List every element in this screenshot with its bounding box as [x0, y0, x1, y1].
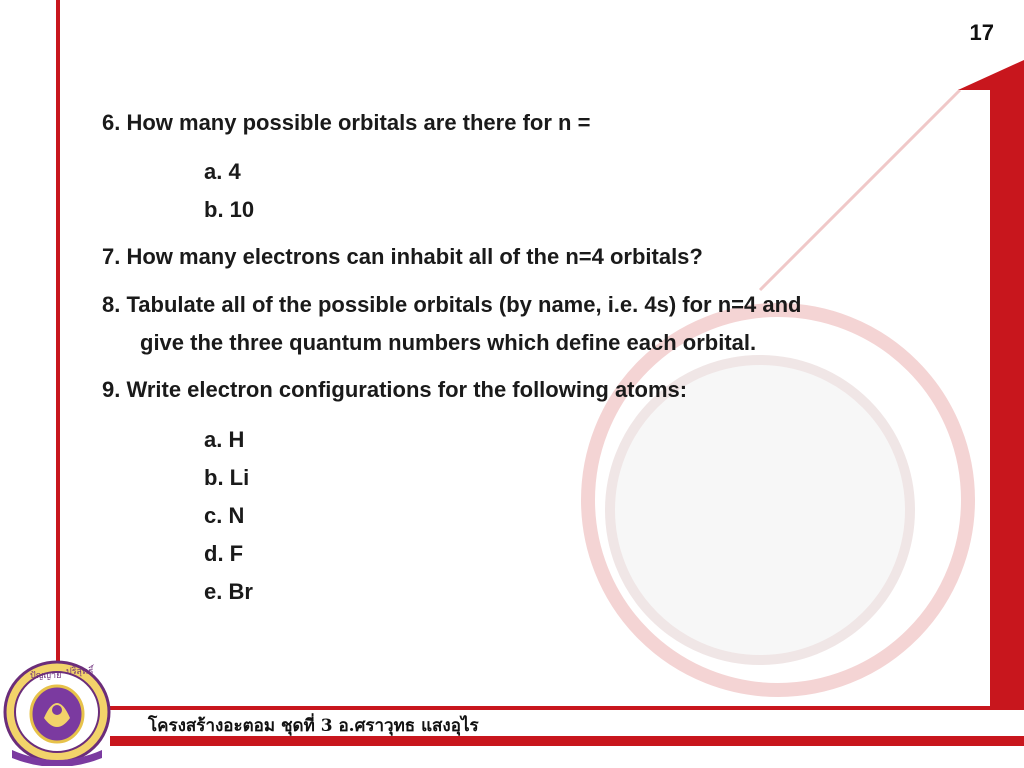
question-9-option-a: a. H [204, 427, 245, 452]
question-6-option-a: a. 4 [204, 159, 241, 184]
left-red-rule [56, 0, 60, 695]
question-8-line-1: 8. Tabulate all of the possible orbitals (by name, i.e. 4s) for n=4 and [102, 292, 802, 317]
question-8-line-2-text: give the three quantum numbers which define each orbital. [140, 330, 757, 355]
footer-red-line-top [110, 706, 1024, 710]
right-red-bar [990, 88, 1024, 710]
decorative-diagonal-line [760, 90, 960, 290]
university-emblem-icon [2, 658, 112, 766]
question-8-line-2 [102, 324, 756, 362]
question-9-option-d: d. F [204, 541, 244, 566]
question-9-option-c: c. N [204, 503, 245, 528]
page-number: 17 [969, 20, 994, 45]
question-9-option-e: e. Br [204, 579, 253, 604]
svg-text:ปัญญาย: ปัญญาย [30, 671, 62, 681]
svg-text:ปริสุทธิ์: ปริสุทธิ์ [66, 667, 94, 677]
footer-text: โครงสร้างอะตอม ชุดที่ 3 อ.ศราวุทธ แสงอุไร [148, 716, 479, 736]
question-7: 7. How many electrons can inhabit all of the n=4 orbitals? [102, 244, 703, 269]
question-6: 6. How many possible orbitals are there for n = [102, 110, 591, 135]
question-9: 9. Write electron configurations for the following atoms: [102, 377, 688, 402]
question-9-option-b: b. Li [204, 465, 250, 490]
question-6-option-b: b. 10 [204, 197, 255, 222]
top-right-red-wedge [958, 60, 1024, 90]
